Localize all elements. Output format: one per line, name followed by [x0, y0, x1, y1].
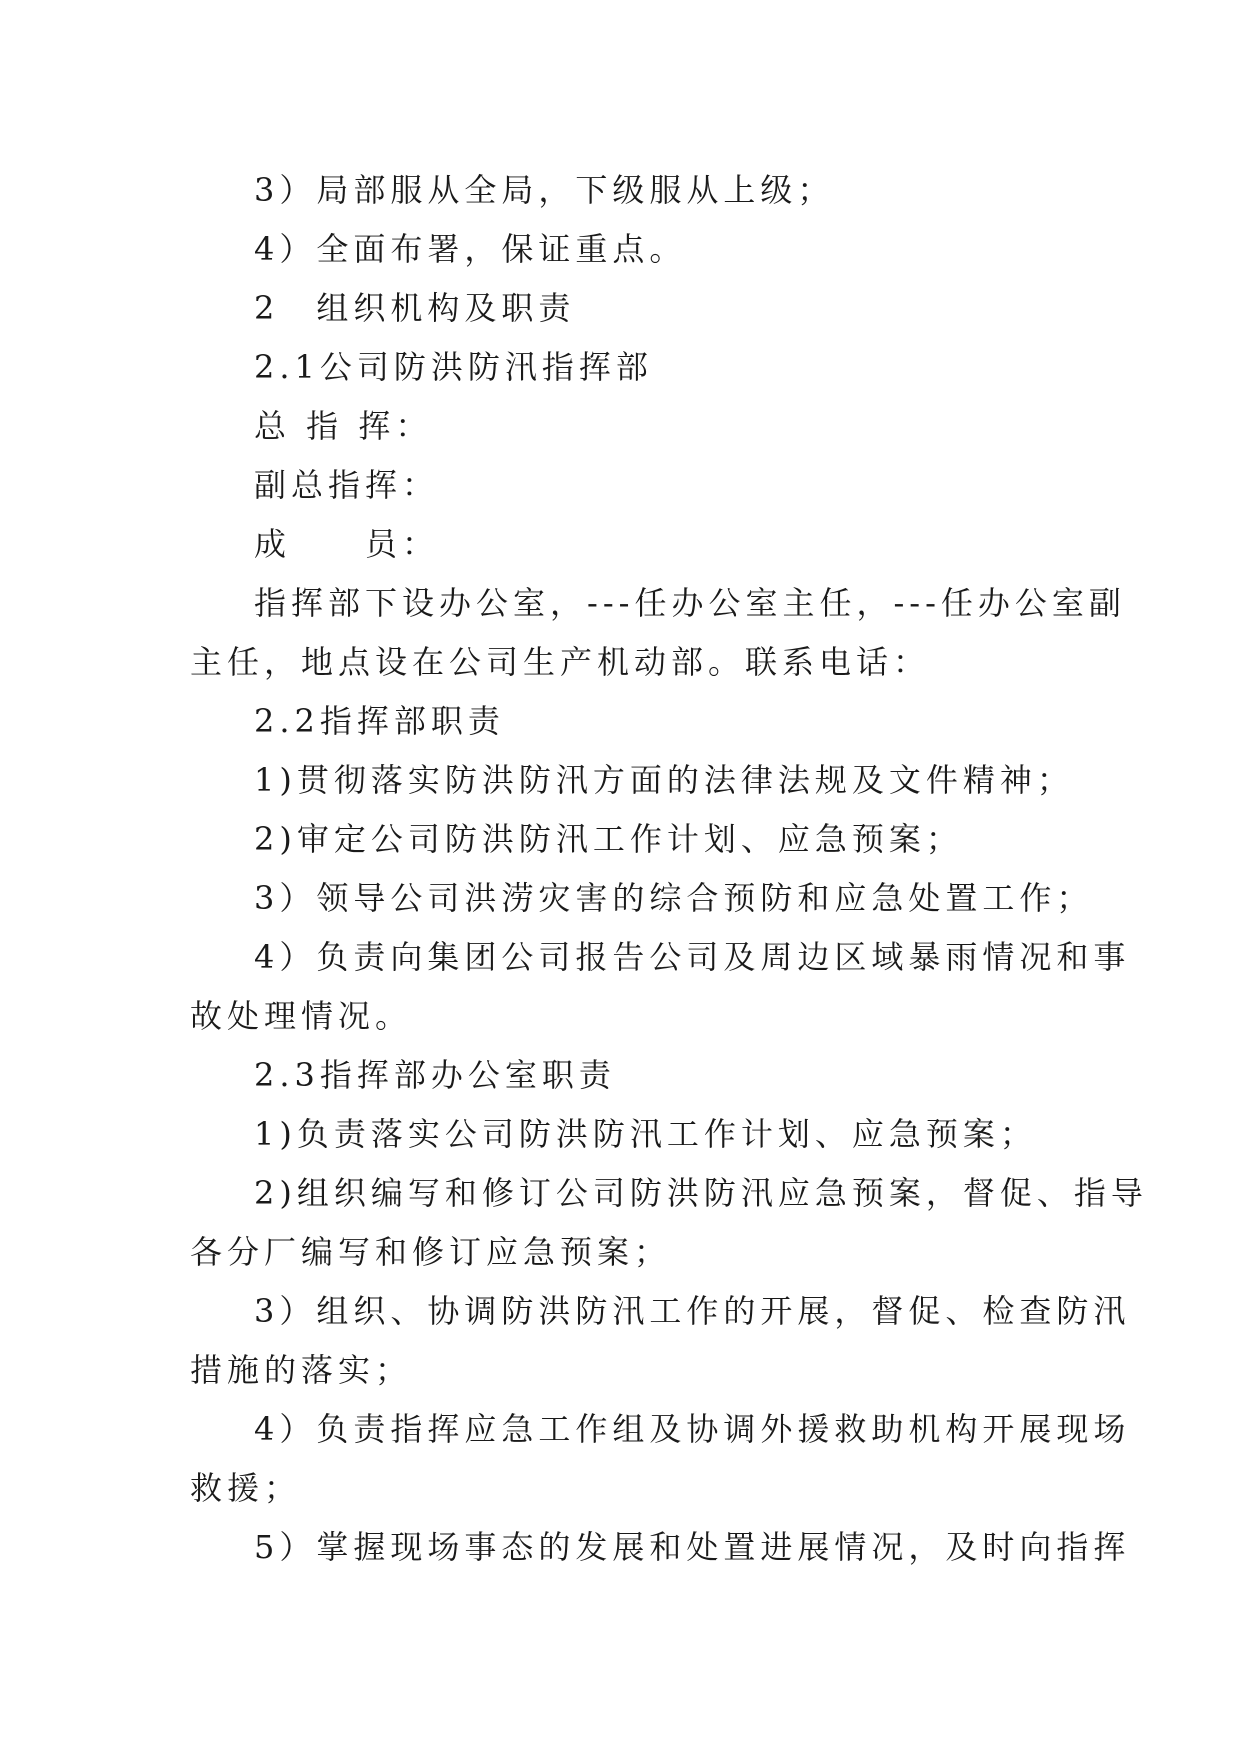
duty-item-2: 2)审定公司防洪防汛工作计划、应急预案；: [254, 820, 963, 858]
principle-item-4: 4）全面布署，保证重点。: [254, 230, 687, 268]
duty-item-4-line-2: 故处理情况。: [190, 997, 413, 1035]
duty-item-3: 3）领导公司洪涝灾害的综合预防和应急处置工作；: [254, 879, 1094, 917]
commander-field: 总 指 挥：: [254, 407, 433, 445]
section-heading-2-3: 2.3指挥部办公室职责: [254, 1056, 616, 1094]
office-duty-item-1: 1)负责落实公司防洪防汛工作计划、应急预案；: [254, 1115, 1037, 1153]
office-paragraph-line-2: 主任，地点设在公司生产机动部。联系电话：: [190, 643, 931, 681]
duty-item-4-line-1: 4）负责向集团公司报告公司及周边区域暴雨情况和事: [254, 938, 1131, 976]
deputy-commander-field: 副总指挥：: [254, 466, 440, 504]
office-duty-item-5-line-1: 5）掌握现场事态的发展和处置进展情况，及时向指挥: [254, 1528, 1131, 1566]
section-heading-2-2: 2.2指挥部职责: [254, 702, 505, 740]
office-duty-item-4-line-1: 4）负责指挥应急工作组及协调外援救助机构开展现场: [254, 1410, 1131, 1448]
office-paragraph-line-1: 指挥部下设办公室，---任办公室主任，---任办公室副: [254, 584, 1126, 622]
section-heading-2: 2 组织机构及职责: [254, 289, 576, 327]
members-field: 成 员：: [254, 525, 440, 563]
office-duty-item-3-line-2: 措施的落实；: [190, 1351, 413, 1389]
document-body: [190, 161, 1148, 1577]
office-duty-item-4-line-2: 救援；: [190, 1469, 302, 1507]
office-duty-item-2-line-1: 2)组织编写和修订公司防洪防汛应急预案，督促、指导: [254, 1174, 1148, 1212]
duty-item-1: 1)贯彻落实防洪防汛方面的法律法规及文件精神；: [254, 761, 1074, 799]
section-heading-2-1: 2.1公司防洪防汛指挥部: [254, 348, 653, 386]
principle-item-3: 3）局部服从全局，下级服从上级；: [254, 171, 835, 209]
office-duty-item-3-line-1: 3）组织、协调防洪防汛工作的开展，督促、检查防汛: [254, 1292, 1131, 1330]
office-duty-item-2-line-2: 各分厂编写和修订应急预案；: [190, 1233, 672, 1271]
